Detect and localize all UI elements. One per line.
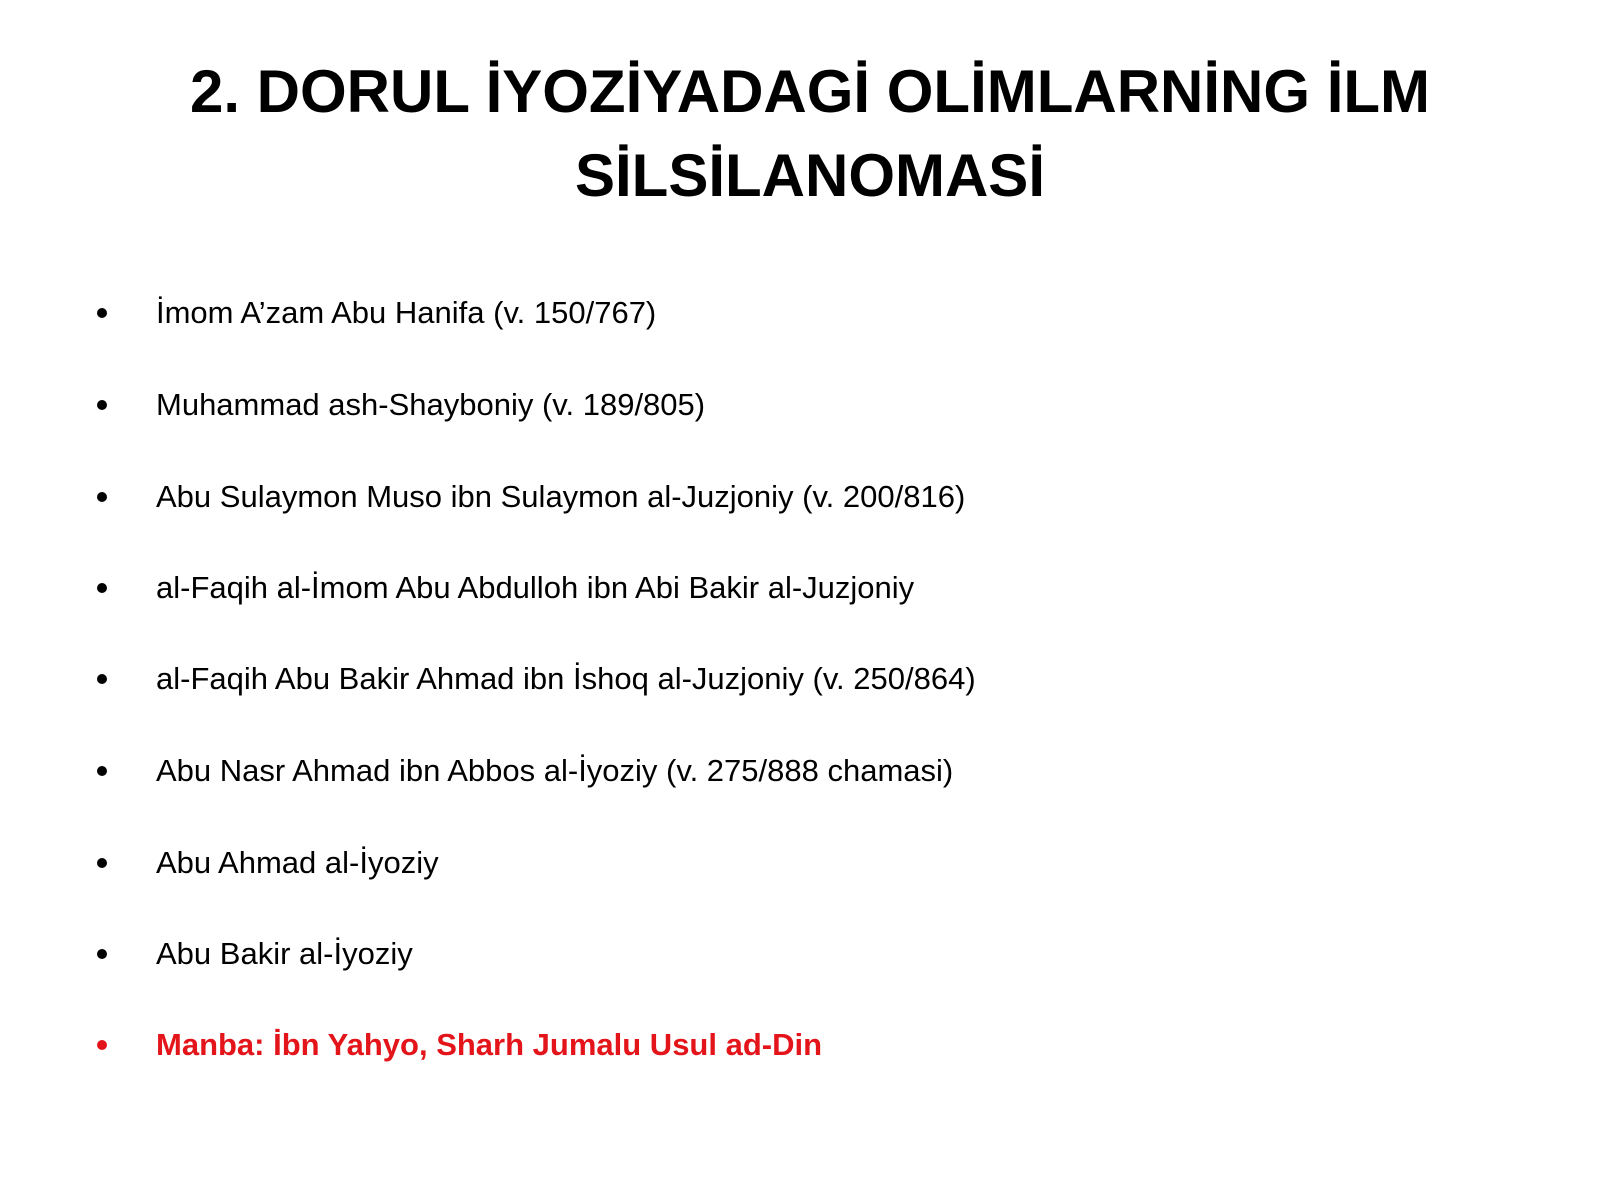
list-item-text: İmom A’zam Abu Hanifa (v. 150/767) [156, 295, 657, 330]
list-item-text: Abu Bakir al-İyoziy [156, 936, 413, 971]
bullet-icon [97, 308, 107, 318]
list-item-text: Abu Nasr Ahmad ibn Abbos al-İyoziy (v. 275/888 chamasi) [156, 753, 954, 788]
bullet-icon [97, 766, 107, 776]
list-item-text: al-Faqih Abu Bakir Ahmad ibn İshoq al-Juzjoniy (v. 250/864) [156, 661, 976, 696]
slide-title-line-2: SİLSİLANOMASİ [574, 142, 1045, 209]
bullet-icon [97, 492, 107, 502]
slide-title [100, 50, 1520, 218]
bullet-icon [97, 949, 107, 959]
list-item-text: al-Faqih al-İmom Abu Abdulloh ibn Abi Bakir al-Juzjoniy [156, 570, 915, 605]
source-text: Manba: İbn Yahyo, Sharh Jumalu Usul ad-Din [156, 1027, 823, 1062]
list-item-text: Abu Ahmad al-İyoziy [156, 845, 439, 880]
list-item-text: Abu Sulaymon Muso ibn Sulaymon al-Juzjoniy (v. 200/816) [156, 479, 966, 514]
slide-title-line-1: 2. DORUL İYOZİYADAGİ OLİMLARNİNG İLM [189, 58, 1431, 125]
list-item-text: Muhammad ash-Shayboniy (v. 189/805) [156, 387, 706, 422]
bullet-icon [97, 400, 107, 410]
bullet-icon [97, 674, 107, 684]
bullet-icon [97, 858, 107, 868]
bullet-icon [97, 1040, 107, 1050]
bullet-icon [97, 583, 107, 593]
